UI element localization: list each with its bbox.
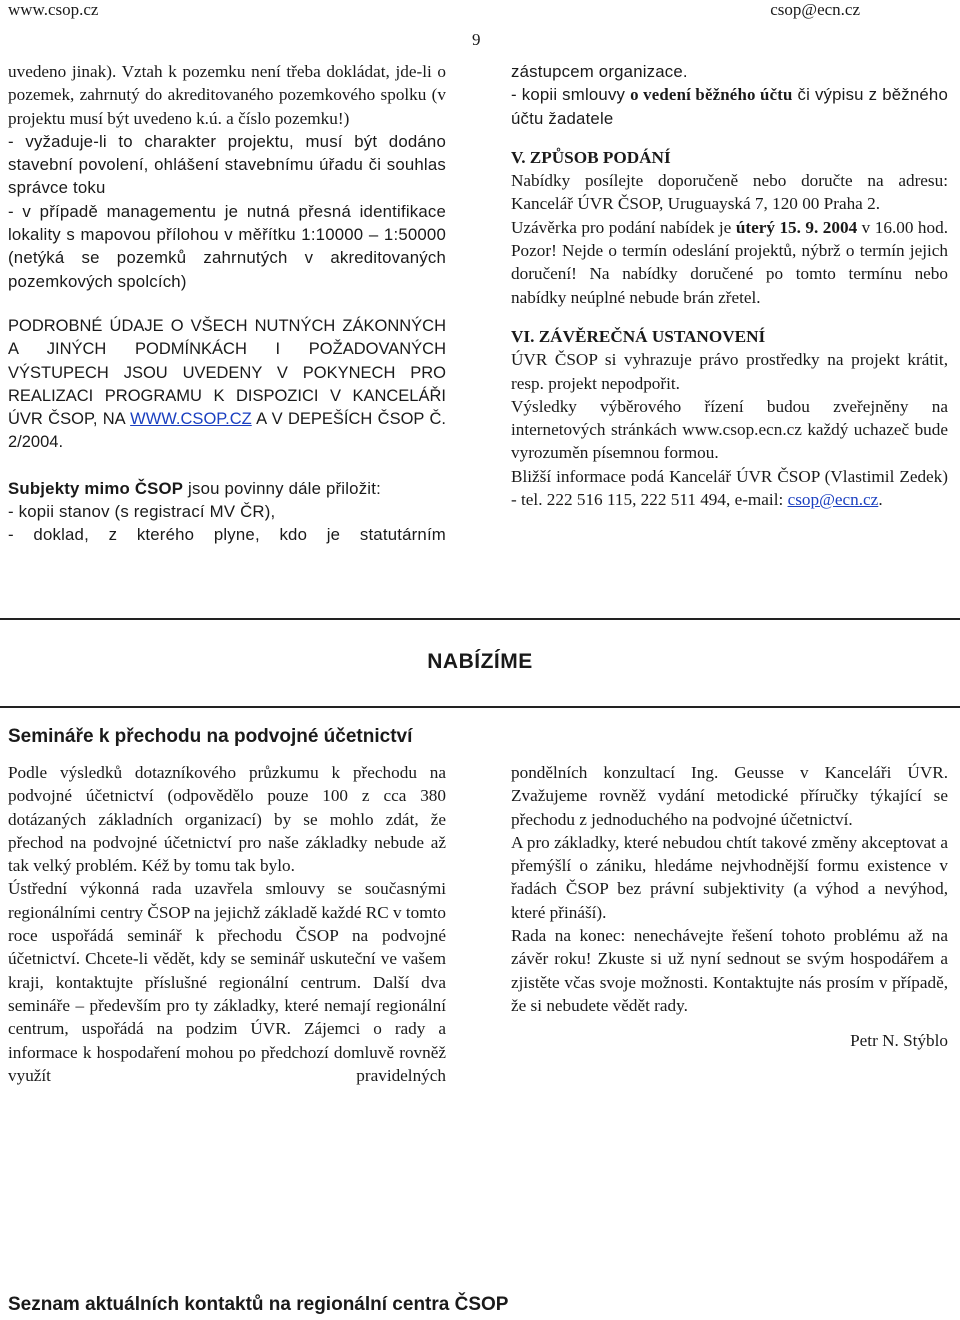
paragraph-results: Výsledky výběrového řízení budou zveřejněny na internetových stránkách www.csop.ecn.cz každý uchazeč bude vyrozuměn písemnou formou.	[511, 396, 948, 463]
seminar-left-column	[8, 761, 446, 1087]
header-email: csop@ecn.cz	[770, 0, 860, 19]
contact-email-link[interactable]: csop@ecn.cz	[787, 490, 879, 510]
page-number: 9	[472, 30, 481, 49]
seminar-paragraph-council: Ústřední výkonná rada uzavřela smlouvy se současnými regionálními centry ČSOP na jejichž základě každé RC v tomto roce uspořádá seminář k přechodu ČSOP na podvojné účetnictví. Chcete-li vědět, kdy se seminář uskuteční ve vašem kraji, kontaktujte příslušné regionální centrum. Další dva semináře – především pro ty základky, které nemají regionální centrum, uspořádá na podzim ÚVR. Zájemci o rady a informace k hospodaření mohou po předchozí domluvě rovněž využít pravidelných	[8, 879, 447, 1085]
section-nabizime-title: NABÍZÍME	[427, 650, 533, 673]
seminar-paragraph-survey: Podle výsledků dotazníkového průzkumu k přechodu na podvojné účetnictví (odpovědělo pouze 100 z cca 380 dotázaných základních organizací) by se mohlo zdát, že přechod na podvojné účetnictví pro naše základky nebude až tak velký problém. Kéž by tomu tak bylo.	[8, 763, 446, 876]
divider-bottom	[0, 706, 960, 708]
paragraph-detailed-conditions	[8, 315, 446, 455]
paragraph-subjects-outside	[8, 477, 446, 500]
contract-text-b: či výpisu z běžného účtu žadatele	[511, 85, 948, 128]
deadline-text-a: Uzávěrka pro podání nabídek je	[511, 217, 736, 237]
subjects-bold: Subjekty mimo ČSOP	[8, 478, 184, 498]
paragraph-bank-contract	[511, 83, 948, 130]
paragraph-land-relation: uvedeno jinak). Vztah k pozemku není třeba dokládat, jde-li o pozemek, zahrnutý do akreditovaného pozemkového spolku (v projektu musí být uvedeno k.ú. a číslo pozemku!)	[8, 62, 446, 128]
paragraph-deadline	[511, 216, 948, 309]
left-column-top	[8, 60, 446, 547]
paragraph-rights-reserved: ÚVR ČSOP si vyhrazuje právo prostředky na projekt krátit, resp. projekt nepodpořit.	[511, 350, 948, 393]
subjects-item-statutes: - kopii stanov (s registrací MV ČR),	[8, 502, 276, 522]
caps-text-b: A V DEPEŠÍCH ČSOP Č. 2/2004.	[8, 410, 446, 452]
divider-top	[0, 618, 960, 620]
section-v-title: V. ZPŮSOB PODÁNÍ	[511, 147, 671, 167]
seminar-paragraph-existence: A pro základky, které nebudou chtít takové změny akceptovat a přemýšlí o zániku, hledáme nejvhodnější formu existence v řadách ČSOP bez právní subjektivity (a výhod a nevýhod, které přináší).	[511, 832, 948, 922]
right-column-top	[511, 60, 948, 511]
seminar-paragraph-advice: Rada na konec: nenechávejte řešení tohoto problému až na závěr roku! Zkuste si už nyní sednout se svým hospodářem a zjistěte včas svoje možnosti. Kontaktujte nás prosím v případě, že si nebudete vědět rady.	[511, 926, 948, 1015]
caps-text-a: PODROBNÉ ÚDAJE O VŠECH NUTNÝCH ZÁKONNÝCH A JINÝCH PODMÍNKÁCH I POŽADOVANÝCH VÝSTUPECH JSOU UVEDENY V POKYNECH PRO REALIZACI PROGRAMU K DISPOZICI V KANCELÁŘI ÚVR ČSOP, NA	[8, 316, 446, 429]
paragraph-submission-address: Nabídky posílejte doporučeně nebo doručte na adresu: Kancelář ÚVR ČSOP, Uruguayská 7, 120 00 Praha 2.	[511, 171, 948, 214]
contact-text-b: .	[878, 490, 883, 510]
subjects-rest: jsou povinny dále přiložit:	[183, 478, 381, 498]
deadline-date: úterý 15. 9. 2004	[735, 217, 858, 237]
csop-website-link[interactable]: WWW.CSOP.CZ	[130, 410, 252, 429]
contract-bold: o vedení běžného účtu	[630, 85, 793, 105]
section-vi-title: VI. ZÁVĚREČNÁ USTANOVENÍ	[511, 326, 766, 346]
seminar-right-column	[511, 761, 948, 1053]
contract-text-a: - kopii smlouvy	[511, 85, 631, 105]
regional-contacts-title: Seznam aktuálních kontaktů na regionální centra ČSOP	[8, 1294, 509, 1315]
paragraph-representative: zástupcem organizace.	[511, 62, 688, 81]
seminar-title: Semináře k přechodu na podvojné účetnictví	[8, 726, 413, 747]
deadline-text-b: v 16.00 hod. Pozor! Nejde o termín odeslání projektů, nýbrž o termín jejich doručení! Na nabídky doručené po tomto termínu nebo nabídky neúplné nebude brán zřetel.	[511, 217, 949, 307]
subjects-item-document: - doklad, z kterého plyne, kdo je statutárním	[8, 525, 446, 545]
paragraph-contact-info	[511, 465, 948, 512]
paragraph-management-map: - v případě managementu je nutná přesná identifikace lokality s mapovou přílohou v měřítku 1:10000 – 1:50000 (netýká se pozemků zahrnutých v akreditovaných pozemkových spolcích)	[8, 201, 446, 291]
paragraph-building-permit: - vyžaduje-li to charakter projektu, musí být dodáno stavební povolení, ohlášení stavebnímu úřadu či souhlas správce toku	[8, 131, 446, 198]
contact-text-a: Bližší informace podá Kancelář ÚVR ČSOP (Vlastimil Zedek) - tel. 222 516 115, 222 511 494, e-mail:	[511, 466, 948, 510]
signature: Petr N. Stýblo	[850, 1031, 948, 1051]
seminar-paragraph-consultations: pondělních konzultací Ing. Geusse v Kanceláři ÚVR. Zvažujeme rovněž vydání metodické příručky týkající se přechodu z jednoduchého na podvojné účetnictví.	[511, 763, 948, 829]
header-website: www.csop.cz	[8, 0, 99, 19]
